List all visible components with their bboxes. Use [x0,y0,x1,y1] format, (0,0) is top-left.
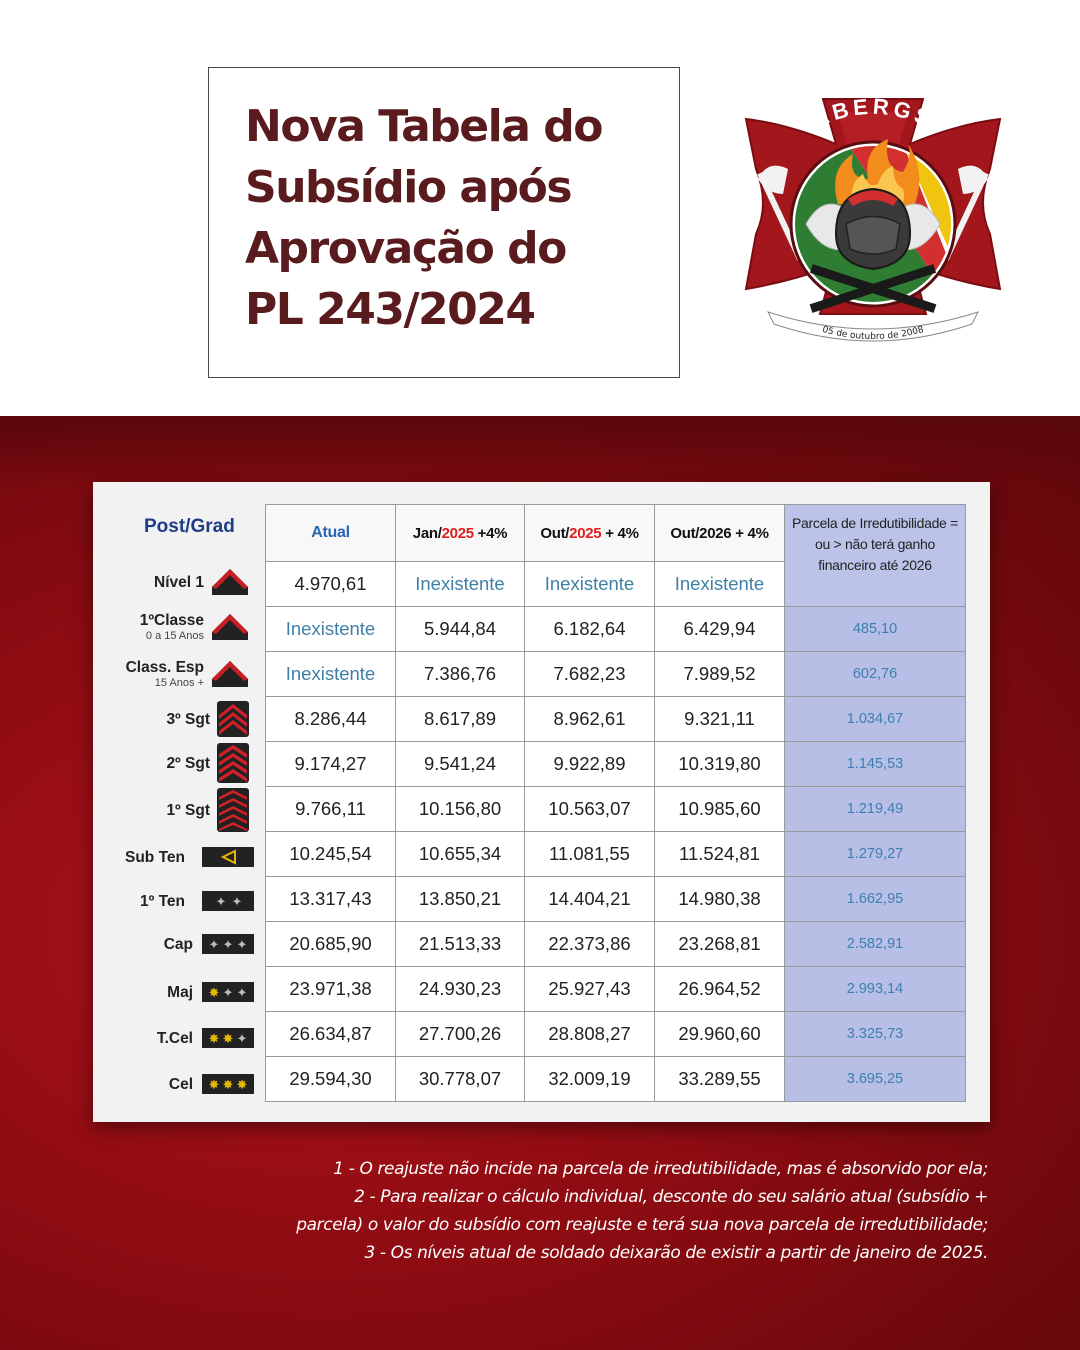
rank-name: Cap [163,935,193,953]
table-cell: 9.321,11 [655,697,785,742]
table-cell: 29.594,30 [266,1057,396,1102]
three-gold-stars-icon [201,1073,255,1095]
table-cell: 13.850,21 [396,877,525,922]
three-stars-icon [201,933,255,955]
footnote-line: 2 - Para realizar o cálculo individual, desconte do seu salário atual (subsídio + [354,1187,988,1207]
table-row [266,1057,966,1102]
table-cell-parcela: 1.662,95 [785,877,966,922]
svg-text:✦: ✦ [231,895,243,910]
rank-cap [100,931,255,957]
chevron-4-icon [216,742,250,784]
svg-text:✸: ✸ [236,1078,248,1093]
rank-sub: 0 a 15 Anos [145,629,204,642]
table-cell: 22.373,86 [525,922,655,967]
table-header-row [266,505,966,562]
table-cell-parcela: 1.219,49 [785,787,966,832]
table-cell: 8.286,44 [266,697,396,742]
table-cell: 28.808,27 [525,1012,655,1057]
table-cell: 26.634,87 [266,1012,396,1057]
footnote-line: 3 - Os níveis atual de soldado deixarão de existir a partir de janeiro de 2025. [364,1243,988,1263]
chevron-5-icon [216,787,250,833]
rank-t-cel [100,1025,255,1051]
table-cell-parcela: 2.582,91 [785,922,966,967]
svg-text:✦: ✦ [222,938,234,953]
svg-text:✦: ✦ [222,986,234,1001]
table-cell: 33.289,55 [655,1057,785,1102]
nivel-icon [210,610,250,644]
svg-text:✸: ✸ [222,1078,234,1093]
svg-text:✦: ✦ [215,895,227,910]
table-cell: 5.944,84 [396,607,525,652]
footnote-line: 1 - O reajuste não incide na parcela de irredutibilidade, mas é absorvido por ela; [333,1159,988,1179]
table-cell: Inexistente [655,562,785,607]
table-cell: 9.541,24 [396,742,525,787]
table-cell: Inexistente [266,652,396,697]
abergs-logo [728,84,1018,354]
table-row [266,787,966,832]
table-cell: 8.617,89 [396,697,525,742]
table-cell: 10.563,07 [525,787,655,832]
table-cell: 10.156,80 [396,787,525,832]
table-cell: 14.404,21 [525,877,655,922]
header-out-2026: Out/2026 + 4% [655,505,785,562]
table-cell-parcela: 602,76 [785,652,966,697]
two-stars-icon [201,890,255,912]
table-row [266,832,966,877]
table-cell-parcela: 1.145,53 [785,742,966,787]
rank-name: 1º Sgt [166,801,210,819]
table-cell: 10.985,60 [655,787,785,832]
table-cell: 32.009,19 [525,1057,655,1102]
svg-text:✸: ✸ [222,1032,234,1047]
table-cell: 21.513,33 [396,922,525,967]
table-cell: 20.685,90 [266,922,396,967]
header-jan-2025: Jan/2025 +4% [396,505,525,562]
table-cell: 23.268,81 [655,922,785,967]
table-cell: 10.319,80 [655,742,785,787]
rank-name: 3º Sgt [166,710,210,728]
table-cell: 23.971,38 [266,967,396,1012]
rank-1-classe [100,605,250,649]
table-row [266,742,966,787]
rank-name: Nível 1 [154,573,204,591]
table-cell: Inexistente [525,562,655,607]
post-grad-label: Post/Grad [144,516,235,537]
svg-text:✦: ✦ [236,1032,248,1047]
rank-3-sgt [100,698,250,740]
header-out-2025: Out/2025 + 4% [525,505,655,562]
svg-text:✦: ✦ [236,938,248,953]
table-cell-parcela: 3.695,25 [785,1057,966,1102]
two-gold-one-star-icon [201,1027,255,1049]
header-section [0,0,1080,416]
nivel-icon [210,657,250,691]
title-box [208,67,680,378]
footnotes [128,1155,988,1267]
table-cell-parcela: 2.993,14 [785,967,966,1012]
table-cell: 7.682,23 [525,652,655,697]
rank-sub-ten [100,844,255,870]
nivel-icon [210,565,250,599]
table-cell: 9.766,11 [266,787,396,832]
table-cell: 29.960,60 [655,1012,785,1057]
table-cell: 13.317,43 [266,877,396,922]
table-cell: 27.700,26 [396,1012,525,1057]
table-cell: Inexistente [266,607,396,652]
title-line: Subsídio após [245,162,572,213]
table-cell: 11.524,81 [655,832,785,877]
svg-text:✸: ✸ [208,1032,220,1047]
table-cell-parcela: 3.325,73 [785,1012,966,1057]
table-cell: 24.930,23 [396,967,525,1012]
rank-sub: 15 Anos + [154,676,204,689]
table-cell: 25.927,43 [525,967,655,1012]
table-cell: 9.174,27 [266,742,396,787]
table-cell: 30.778,07 [396,1057,525,1102]
table-row [266,697,966,742]
table-cell: 26.964,52 [655,967,785,1012]
table-cell: 10.655,34 [396,832,525,877]
table-cell-parcela: 485,10 [785,607,966,652]
table-row [266,607,966,652]
rank-nivel-1 [100,562,250,602]
title-line: Aprovação do [245,223,566,274]
table-cell: 4.970,61 [266,562,396,607]
table-cell: 10.245,54 [266,832,396,877]
footnote-line: parcela) o valor do subsídio com reajuste e terá sua nova parcela de irredutibilidade; [296,1215,988,1235]
rank-1-ten [100,888,255,914]
rank-name: 1º Ten [140,892,185,910]
rank-class-esp [100,652,250,696]
table-row [266,652,966,697]
table-cell: 6.429,94 [655,607,785,652]
rank-2-sgt [100,741,250,785]
table-cell-parcela: 1.279,27 [785,832,966,877]
table-row [266,922,966,967]
chevron-3-icon [216,699,250,739]
rank-name: Sub Ten [125,848,185,866]
rank-name: Class. Esp [125,658,204,676]
logo-date: 05 de outubro de 2008 [821,324,925,343]
triangle-insignia-icon [201,846,255,868]
rank-name: T.Cel [156,1029,193,1047]
helmet-icon [836,189,910,269]
table-cell: Inexistente [396,562,525,607]
title-line: Nova Tabela do [245,101,602,152]
rank-cel [100,1071,255,1097]
table-cell-parcela: 1.034,67 [785,697,966,742]
svg-text:✦: ✦ [236,986,248,1001]
table-cell: 8.962,61 [525,697,655,742]
header-parcela: Parcela de Irredutibilidade = ou > não terá ganho financeiro até 2026 [785,505,966,607]
one-gold-two-stars-icon [201,981,255,1003]
table-cell: 11.081,55 [525,832,655,877]
table-cell: 7.386,76 [396,652,525,697]
rank-name: Maj [167,983,193,1001]
rank-1-sgt [100,786,250,834]
svg-text:✦: ✦ [208,938,220,953]
title-line: PL 243/2024 [245,284,535,335]
rank-name: 2º Sgt [166,754,210,772]
rank-name: Cel [168,1075,193,1093]
table-cell: 7.989,52 [655,652,785,697]
logo-name: ABERGS [808,93,938,133]
header-atual: Atual [266,505,396,562]
table-cell: 14.980,38 [655,877,785,922]
table-row [266,877,966,922]
rank-maj [100,979,255,1005]
table-row [266,967,966,1012]
svg-text:✸: ✸ [208,1078,220,1093]
table-cell: 6.182,64 [525,607,655,652]
rank-name: 1ºClasse [139,611,204,629]
table-cell: 9.922,89 [525,742,655,787]
subsidy-table [265,504,966,1102]
table-row [266,1012,966,1057]
svg-text:✸: ✸ [208,986,220,1001]
